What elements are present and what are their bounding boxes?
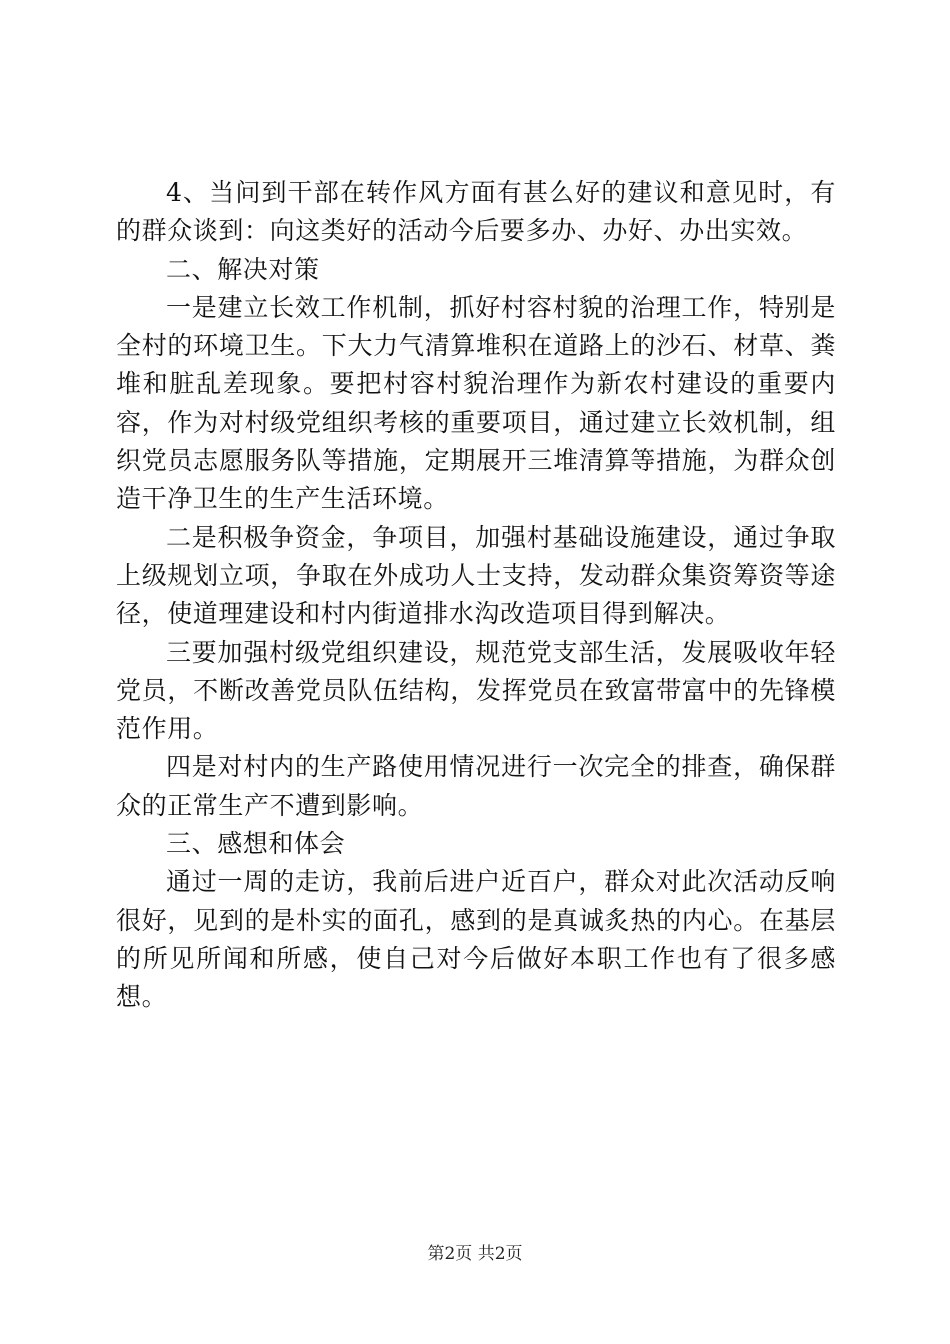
page-number-footer: 第2页 共2页 [427,1244,523,1264]
paragraph-feedback-4: 4、当问到干部在转作风方面有甚么好的建议和意见时，有的群众谈到：向这类好的活动今后要多办、办好、办出实效。 [116,178,836,246]
paragraph-solution-2: 二是积极争资金，争项目，加强村基础设施建设，通过争取上级规划立项，争取在外成功人士支持，发动群众集资筹资等途径，使道理建设和村内街道排水沟改造项目得到解决。 [116,522,836,629]
paragraph-reflections: 通过一周的走访，我前后进户近百户，群众对此次活动反响很好，见到的是朴实的面孔，感到的是真诚炙热的内心。在基层的所见所闻和所感，使自己对今后做好本职工作也有了很多感想。 [116,867,836,1012]
paragraph-solution-1: 一是建立长效工作机制，抓好村容村貌的治理工作，特别是全村的环境卫生。下大力气清算堆积在道路上的沙石、材草、粪堆和脏乱差现象。要把村容村貌治理作为新农村建设的重要内容，作为对村级党组织考核的重要项目，通过建立长效机制，组织党员志愿服务队等措施，定期展开三堆清算等措施，为群众创造干净卫生的生产生活环境。 [116,292,836,514]
section-heading-solutions: 二、解决对策 [166,254,320,284]
paragraph-solution-3: 三要加强村级党组织建设，规范党支部生活，发展吸收年轻党员，不断改善党员队伍结构，发挥党员在致富带富中的先锋模范作用。 [116,637,836,744]
section-heading-reflections: 三、感想和体会 [166,829,346,859]
paragraph-solution-4: 四是对村内的生产路使用情况进行一次完全的排查，确保群众的正常生产不遭到影响。 [116,752,836,820]
document-body [116,174,836,1017]
